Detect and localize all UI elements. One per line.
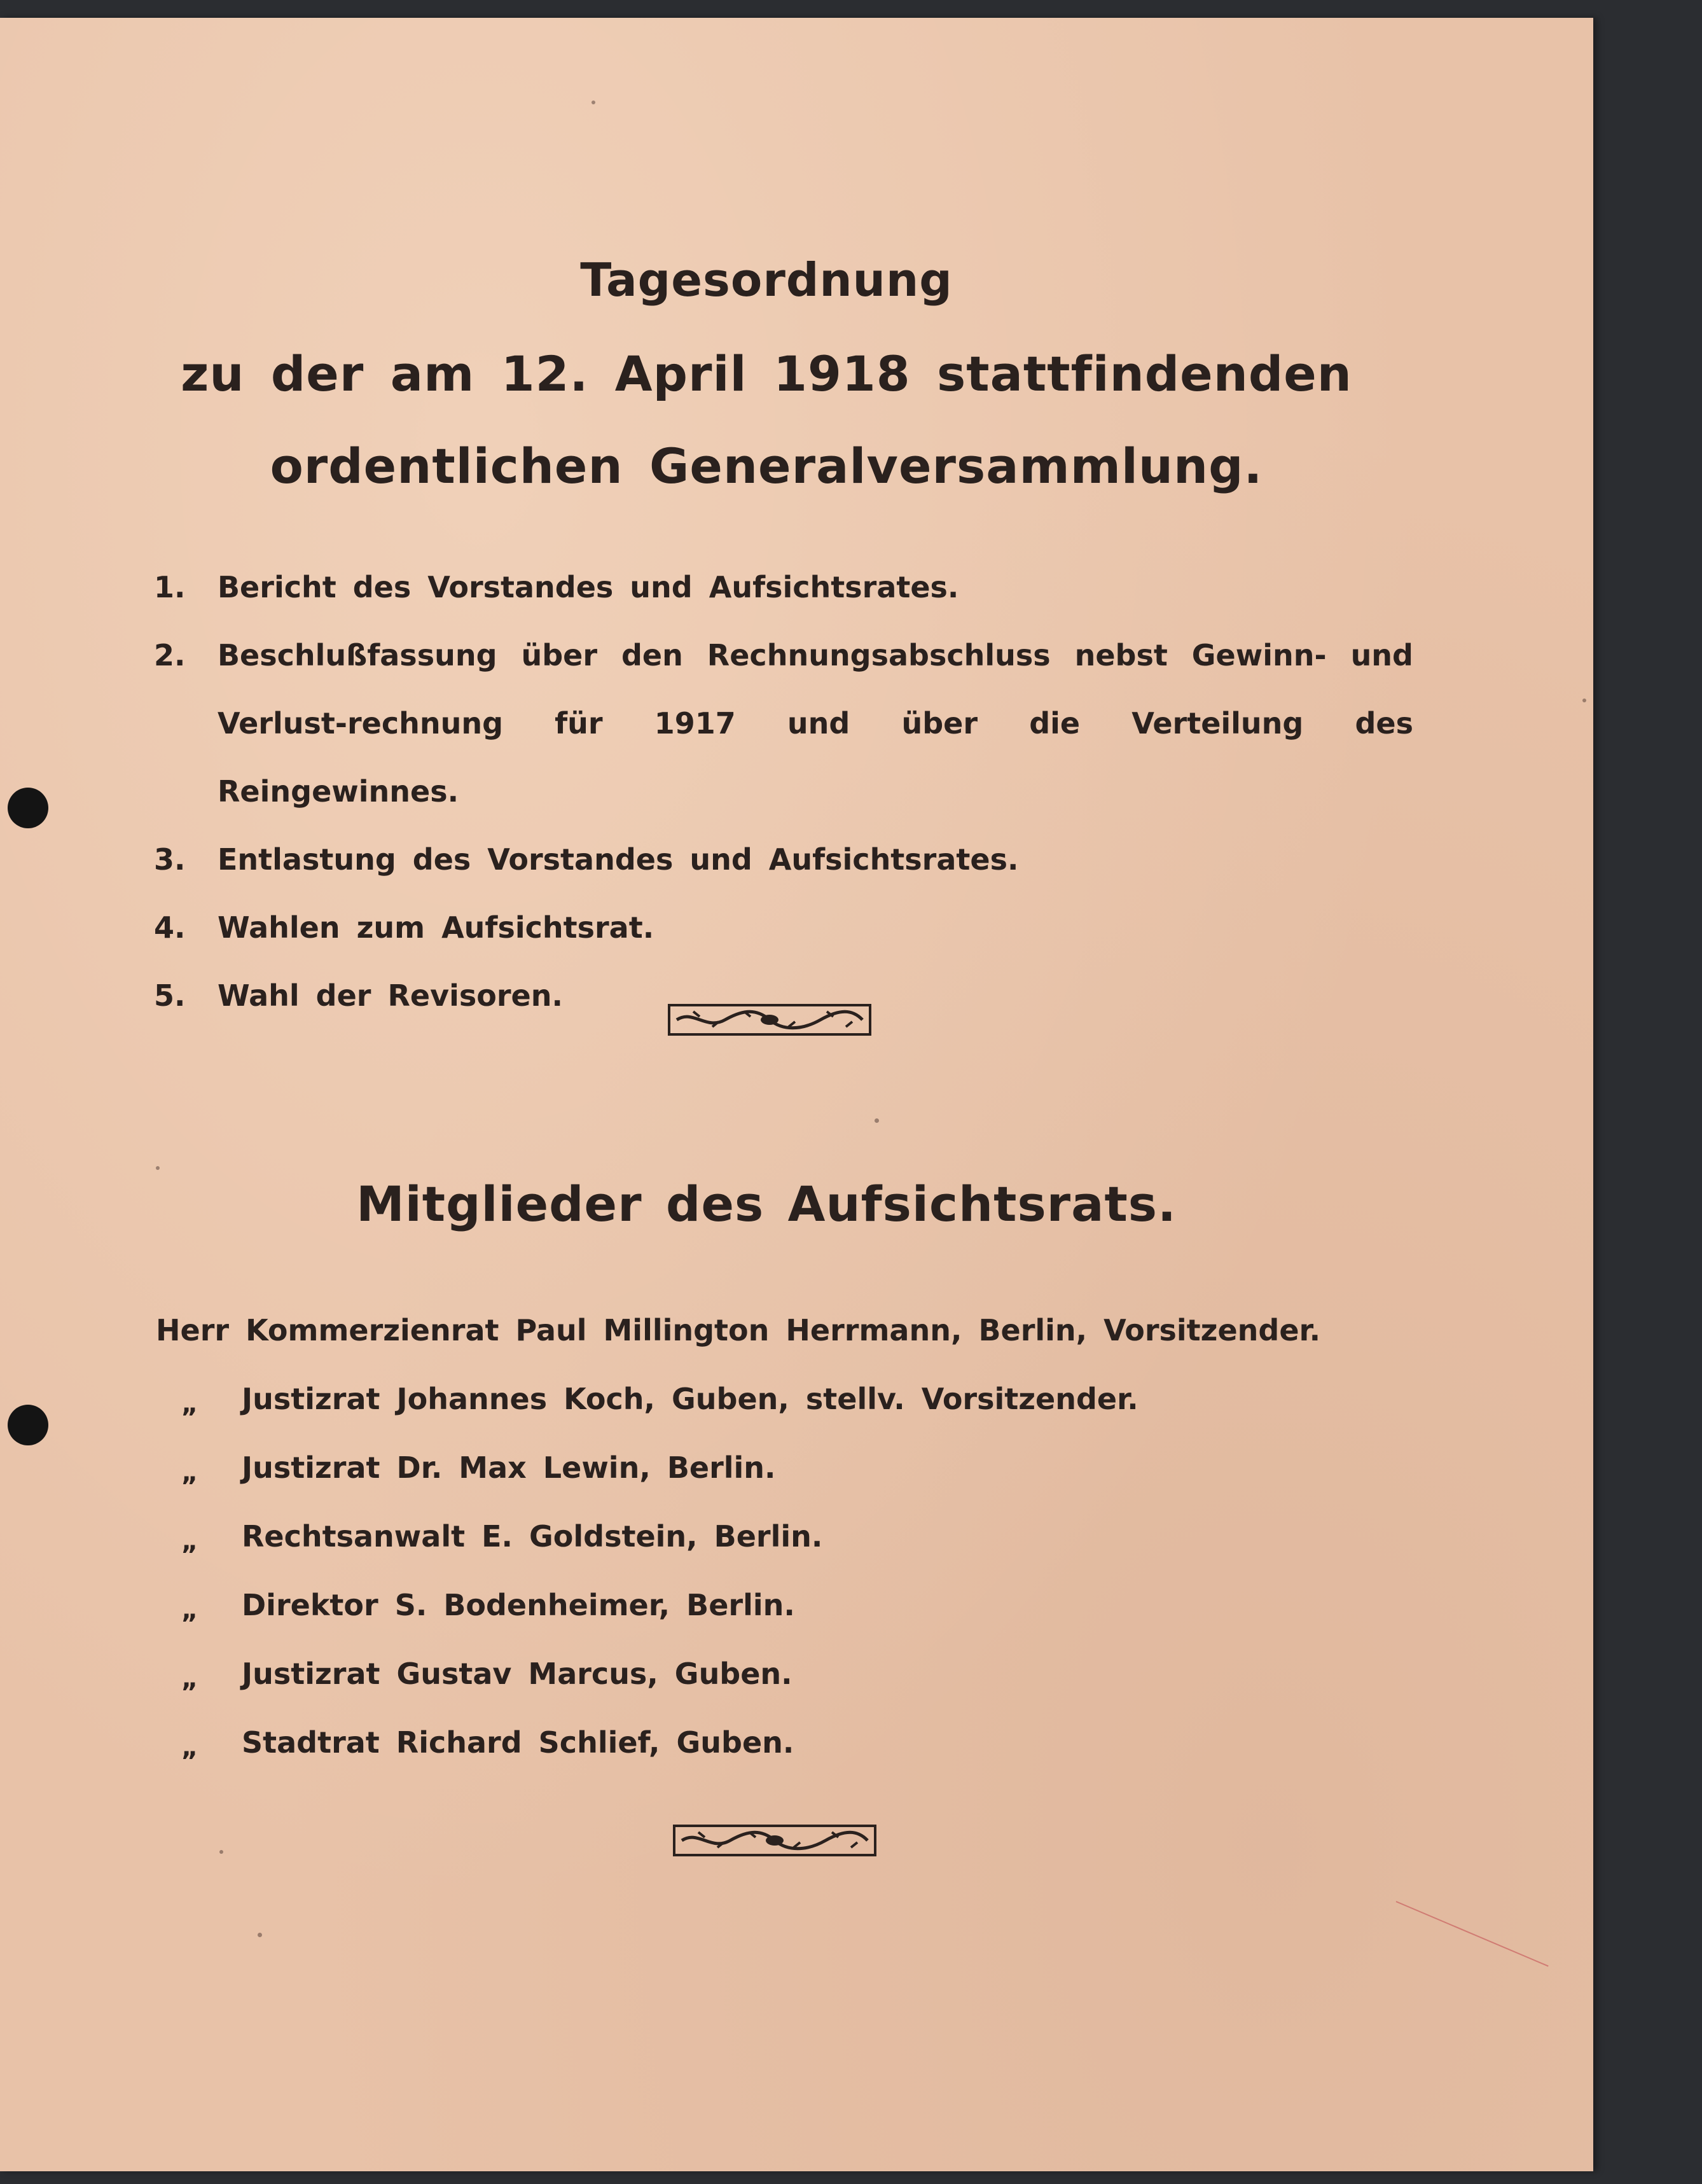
ditto-mark: „ — [181, 1527, 198, 1556]
member-text: Stadtrat Richard Schlief, Guben. — [242, 1725, 794, 1760]
paper-speck — [1582, 699, 1586, 702]
ditto-mark: „ — [181, 1389, 198, 1419]
paper-speck — [592, 101, 595, 104]
member-entry — [156, 1571, 1428, 1639]
ditto-mark: „ — [181, 1664, 198, 1694]
chairman-entry: Herr Kommerzienrat Paul Millington Herrmann, Berlin, Vorsitzender. — [156, 1313, 1321, 1347]
agenda-list — [154, 553, 1426, 1030]
member-entry — [156, 1433, 1428, 1502]
meeting-date-line: zu der am 12. April 1918 stattfindenden — [181, 345, 1352, 402]
ditto-mark: „ — [181, 1596, 198, 1625]
agenda-title: Tagesordnung — [580, 253, 953, 307]
ditto-mark: „ — [181, 1458, 198, 1487]
ornament-divider-icon — [668, 1003, 871, 1037]
member-text: Rechtsanwalt E. Goldstein, Berlin. — [242, 1519, 823, 1554]
member-text: Justizrat Dr. Max Lewin, Berlin. — [242, 1450, 776, 1485]
agenda-item-number: 1. — [154, 570, 186, 604]
agenda-item-number: 4. — [154, 910, 186, 945]
member-text: Justizrat Gustav Marcus, Guben. — [242, 1657, 792, 1691]
paper-speck — [219, 1850, 223, 1854]
paper-speck — [156, 1166, 160, 1170]
agenda-item-text: Wahlen zum Aufsichtsrat. — [218, 910, 654, 945]
punch-hole-bottom — [8, 1405, 48, 1445]
paper-speck — [258, 1933, 262, 1937]
agenda-item — [154, 894, 1426, 962]
agenda-item-text: Bericht des Vorstandes und Aufsichtsrates. — [218, 570, 959, 604]
pencil-mark — [1396, 1901, 1549, 1966]
agenda-item-text: Wahl der Revisoren. — [218, 978, 563, 1013]
member-text: Direktor S. Bodenheimer, Berlin. — [242, 1588, 795, 1622]
agenda-item-text: Beschlußfassung über den Rechnungsabschluss nebst Gewinn- und Verlust-rechnung für 1917 und über die Verteilung des Reingewinnes. — [218, 638, 1413, 809]
agenda-item-number: 2. — [154, 638, 186, 672]
ditto-mark: „ — [181, 1733, 198, 1762]
ornament-divider-icon — [673, 1823, 876, 1858]
members-heading: Mitglieder des Aufsichtsrats. — [356, 1176, 1177, 1232]
document-page — [0, 18, 1593, 2171]
member-entry — [156, 1365, 1428, 1433]
meeting-type-line: ordentlichen Generalversammlung. — [270, 438, 1263, 494]
member-text: Justizrat Johannes Koch, Guben, stellv. Vorsitzender. — [242, 1382, 1138, 1416]
paper-speck — [875, 1118, 879, 1123]
agenda-item — [154, 553, 1426, 622]
agenda-item — [154, 826, 1426, 894]
members-list — [156, 1297, 1428, 1777]
member-entry — [156, 1502, 1428, 1571]
punch-hole-top — [8, 788, 48, 828]
agenda-item-number: 5. — [154, 978, 186, 1013]
agenda-item-number: 3. — [154, 842, 186, 877]
agenda-item — [154, 622, 1426, 826]
agenda-item-text: Entlastung des Vorstandes und Aufsichtsrates. — [218, 842, 1019, 877]
member-entry — [156, 1708, 1428, 1777]
member-entry — [156, 1639, 1428, 1708]
